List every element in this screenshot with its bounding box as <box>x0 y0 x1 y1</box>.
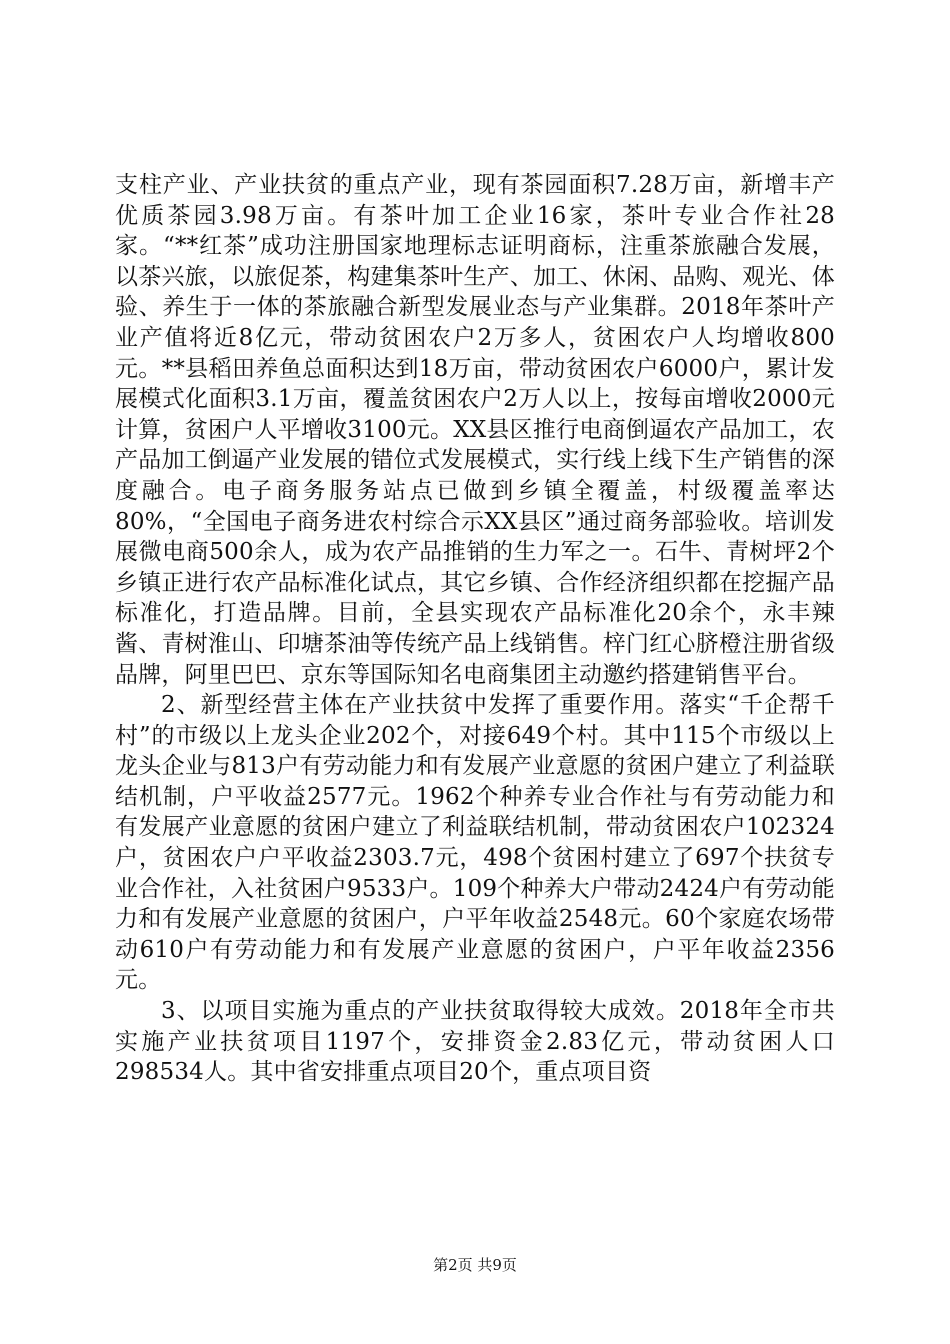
paragraph-1: 支柱产业、产业扶贫的重点产业，现有茶园面积7.28万亩，新增丰产优质茶园3.98万亩。有茶叶加工企业16家，茶叶专业合作社28家。“**红茶”成功注册国家地理标志证明商标，注重茶旅融合发展，以茶兴旅，以旅促茶，构建集茶叶生产、加工、休闲、品购、观光、体验、养生于一体的茶旅融合新型发展业态与产业集群。2018年茶叶产业产值将近8亿元，带动贫困农户2万多人，贫困农户人均增收800元。**县稻田养鱼总面积达到18万亩，带动贫困农户6000户，累计发展模式化面积3.1万亩，覆盖贫困农户2万人以上，按每亩增收2000元计算，贫困户人平增收3100元。XX县区推行电商倒逼农产品加工，农产品加工倒逼产业发展的错位式发展模式，实行线上线下生产销售的深度融合。电子商务服务站点已做到乡镇全覆盖，村级覆盖率达80%，“全国电子商务进农村综合示XX县区”通过商务部验收。培训发展微电商500余人，成为农产品推销的生力军之一。石牛、青树坪2个乡镇正进行农产品标准化试点，其它乡镇、合作经济组织都在挖掘产品标准化，打造品牌。目前，全县实现农产品标准化20余个，永丰辣酱、青树淮山、印塘茶油等传统产品上线销售。梓门红心脐橙注册省级品牌，阿里巴巴、京东等国际知名电商集团主动邀约搭建销售平台。 <box>115 172 835 688</box>
paragraph-3: 3、以项目实施为重点的产业扶贫取得较大成效。2018年全市共实施产业扶贫项目1197个，安排资金2.83亿元，带动贫困人口298534人。其中省安排重点项目20个，重点项目资 <box>115 998 835 1086</box>
page-footer: 第2页 共9页 <box>433 1256 517 1274</box>
paragraph-2: 2、新型经营主体在产业扶贫中发挥了重要作用。落实“千企帮千村”的市级以上龙头企业202个，对接649个村。其中115个市级以上龙头企业与813户有劳动能力和有发展产业意愿的贫困户建立了利益联结机制，户平收益2577元。1962个种养专业合作社与有劳动能力和有发展产业意愿的贫困户建立了利益联结机制，带动贫困农户102324户，贫困农户户平收益2303.7元，498个贫困村建立了697个扶贫专业合作社，入社贫困户9533户。109个种养大户带动2424户有劳动能力和有发展产业意愿的贫困户，户平年收益2548元。60个家庭农场带动610户有劳动能力和有发展产业意愿的贫困户，户平年收益2356元。 <box>115 692 835 994</box>
document-body <box>115 170 835 1088</box>
